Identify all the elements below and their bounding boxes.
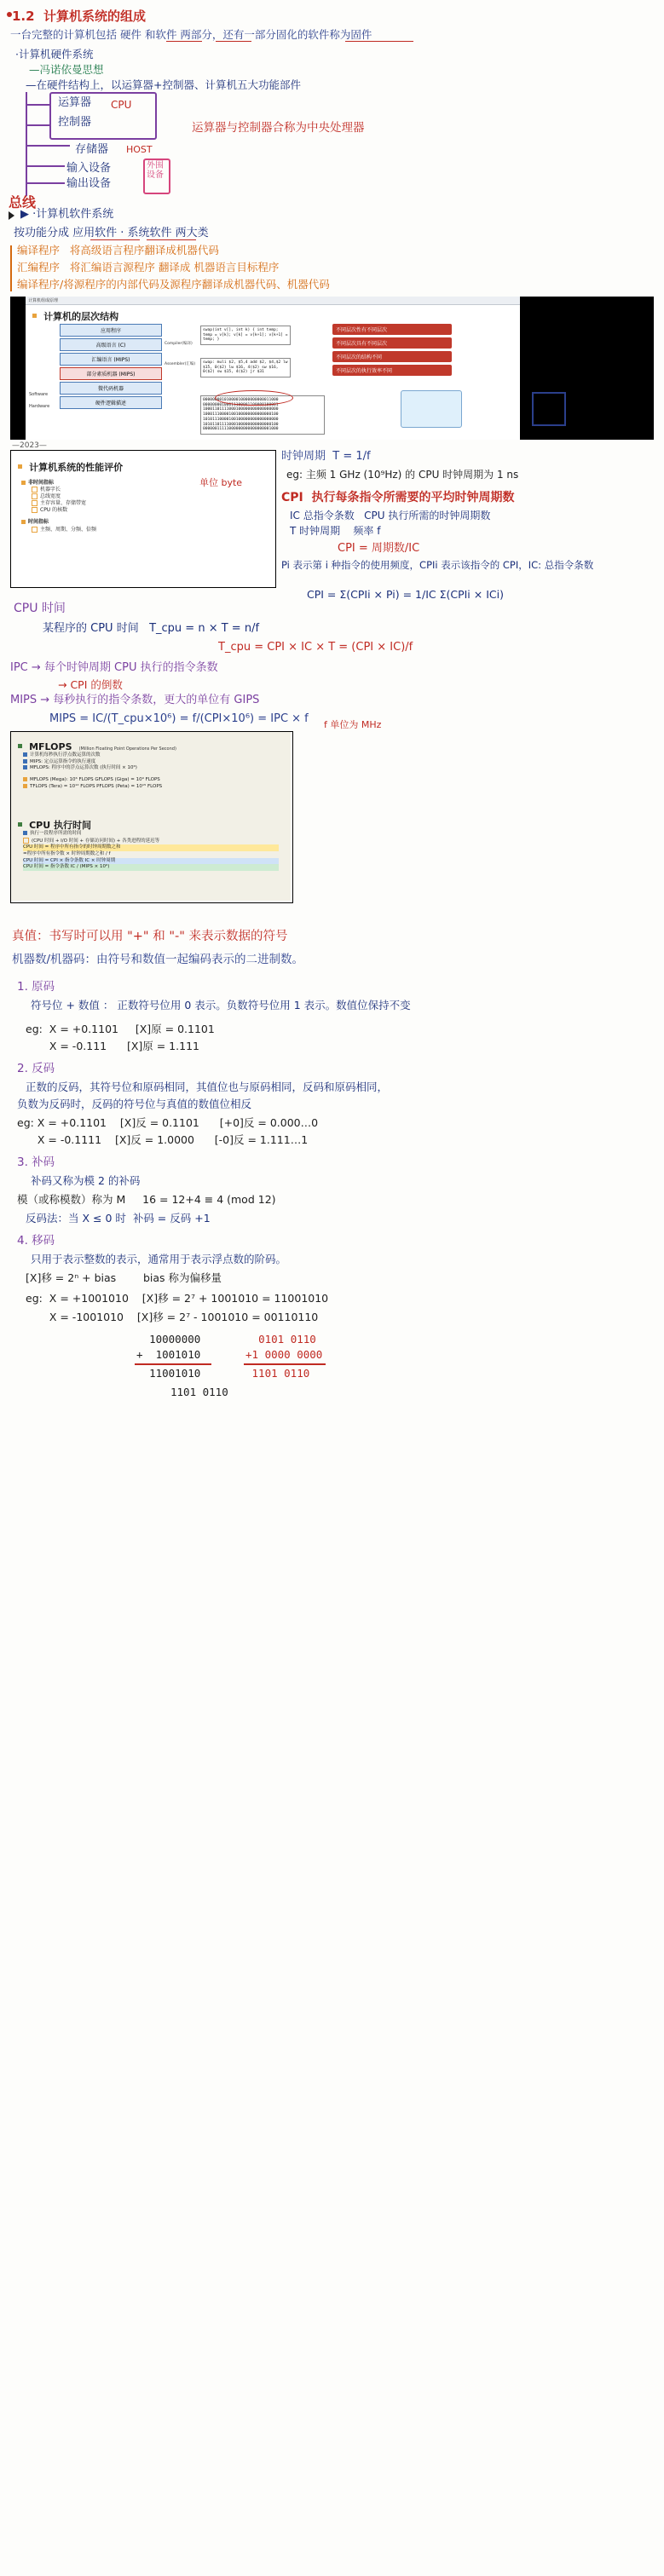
- slide2-i0-text: 机器字长: [40, 487, 61, 493]
- slide3-unit-0: [23, 777, 279, 784]
- s3-calc1-line0: 10000000: [136, 1333, 201, 1346]
- slide3-c3-text: =程序中所有指令数 × 时钟周期数之和 / f: [23, 851, 111, 857]
- section3-h2: 机器数/机器码：由符号和数值一起编码表示的二进制数。: [12, 953, 304, 966]
- s3-calc2-line2: 1101 0110: [245, 1367, 310, 1380]
- slide1-code-c: swap(int v[], int k) { int temp; temp = v[k]; v[k] = v[k+1]; v[k+1] = temp; }: [200, 326, 291, 345]
- s3-p4: X = -0.111 [X]原 = 1.111: [26, 1040, 199, 1052]
- slide3-l2-text: MFLOPS: 程序中的浮点运算次数 (执行时间 × 10⁶): [30, 765, 137, 771]
- slide3-bullet: [18, 744, 22, 748]
- slide1-title: 计算机的层次结构: [43, 311, 119, 322]
- slide2-i2-text: 主存容量、存储带宽: [40, 500, 87, 507]
- diagram-output-label: 输出设备: [66, 177, 112, 190]
- slide1-assembler-label: Assembler(汇编): [165, 362, 196, 366]
- section3-heading: 真值：书写时可以用 "+" 和 "-" 来表示数据的符号: [12, 930, 288, 943]
- slide2-item-4: [32, 527, 260, 533]
- brace-left: [10, 245, 12, 291]
- s3-p6: 正数的反码，其符号位和原码相同，其值位也与原码相同，反码和原码相同，: [26, 1081, 389, 1093]
- s3-p13: 反码法：当 X ≤ 0 时 补码 = 反码 +1: [26, 1212, 211, 1225]
- slide2-g1-text: 时间指标: [28, 519, 49, 526]
- slide3-c1-text: (CPU 时间 + I/O 时间 + 存储访问时间) + 各类进程的延迟等: [32, 838, 160, 844]
- slide1-note-3: 不同层次的执行效率不同: [332, 365, 452, 376]
- bus-spine: [26, 92, 27, 196]
- section1-line4: —在硬件结构上，以运算器+控制器、计算机五大功能部件: [26, 78, 301, 91]
- s2-a2: eg: 主频 1 GHz (10⁹Hz) 的 CPU 时钟周期为 1 ns: [286, 469, 519, 481]
- slide2-title: 计算机系统的性能评价: [29, 462, 124, 473]
- slide3-l2-bullet: [23, 765, 27, 769]
- s2-a5: T 时钟周期 频率 f: [290, 525, 381, 537]
- hier-level-1: 高级语言 (C): [60, 338, 162, 351]
- s3-p16: [X]移 = 2ⁿ + bias bias 称为偏移量: [26, 1271, 222, 1284]
- underline-syssoft: [147, 239, 196, 240]
- slide3-u0-bullet: [23, 777, 27, 781]
- section1-line6: 按功能分成 应用软件 · 系统软件 两大类: [14, 227, 209, 239]
- slide1-label-hardware: Hardware: [29, 404, 50, 409]
- page-scrap-text: —2023—: [12, 441, 47, 450]
- slide2-item-3: [32, 507, 260, 514]
- section1-line2: ·计算机硬件系统: [15, 48, 94, 61]
- slide1-note-1: 不同层次具有不同层次: [332, 337, 452, 349]
- slide2-i1-text: 总线宽度: [40, 493, 61, 500]
- slide2-g1-bullet: [21, 520, 26, 524]
- diagram-memory-label: 存储器: [75, 143, 109, 156]
- slide2-group-1-label: [21, 519, 260, 526]
- slide2-i4-text: 主频、周期、分频、倍频: [40, 526, 97, 533]
- slide1-window-tab: 计算机组成原理: [26, 297, 520, 305]
- slide3-unit-1: [23, 784, 279, 791]
- slide1-diagram-chip: [401, 390, 462, 428]
- diagram-alu-label: 运算器: [58, 96, 92, 109]
- bullet-dot: [7, 12, 12, 17]
- section1-line7: 编译程序 将高级语言程序翻译成机器代码: [17, 244, 219, 256]
- slide3-title: MFLOPS: [29, 741, 72, 752]
- slide2-i0-bullet: [32, 487, 38, 493]
- slide3-u0-text: MFLOPS (Mega): 10⁶ FLOPS GFLOPS (Giga) = 10⁹ FLOPS: [30, 777, 160, 783]
- slide3-l0-bullet: [23, 752, 27, 757]
- margin-sketch: [532, 392, 566, 426]
- underline-firmware: [345, 41, 413, 42]
- slide3-c4-text: CPU 时间 = CPI × 指令条数 IC × 时钟周期: [23, 857, 116, 863]
- s2-a10: 某程序的 CPU 时间 T_cpu = n × T = n/f: [43, 622, 260, 635]
- diagram-host-label: HOST: [126, 144, 153, 155]
- cpu-note: 运算器与控制器合称为中央处理器: [192, 121, 365, 135]
- slide3-cpu-title: CPU 执行时间: [29, 820, 91, 831]
- s3-calc2-line0: 0101 0110: [245, 1333, 316, 1346]
- slide2-screenshot: [10, 450, 276, 588]
- s3-calc1-line1: + 1001010: [136, 1348, 201, 1361]
- slide3-cpu-line-0: [23, 831, 279, 838]
- hier-level-0: 应用程序: [60, 324, 162, 337]
- s3-p10: 3. 补码: [17, 1155, 55, 1169]
- slide3-subtitle: (Million Floating Point Operations Per Second): [78, 746, 176, 752]
- s3-calc1-line2: 11001010: [136, 1367, 201, 1380]
- slide3-c0-text: 执行一段程序所需的时间: [30, 831, 82, 836]
- mem-underline: [73, 138, 143, 140]
- s3-p8: eg: X = +0.1101 [X]反 = 0.1101 [+0]反 = 0.000…0: [17, 1116, 319, 1129]
- slide1-code-asm: swap: muli $2, $5,4 add $2, $4,$2 lw $15, 0($2) lw $16, 4($2) sw $16, 0($2) sw $15, 4($2) jr $31: [200, 358, 291, 377]
- bus-arm-3: [26, 145, 70, 147]
- bus-arm-5: [26, 182, 65, 184]
- section1-line8: 汇编程序 将汇编语言源程序 翻译成 机器语言目标程序: [17, 261, 280, 274]
- s3-p18: X = -1001010 [X]移 = 2⁷ - 1001010 = 00110110: [26, 1311, 319, 1323]
- slide1-note-2: 不同层次的结构不同: [332, 351, 452, 362]
- slide1-red-annotation-ring: [215, 390, 293, 406]
- slide2-i1-bullet: [32, 493, 38, 499]
- slide3-c1-bullet: [23, 838, 29, 844]
- s3-p14: 4. 移码: [17, 1234, 55, 1248]
- s2-a6: CPI = 周期数/IC: [338, 542, 420, 555]
- s2-a4: IC 总指令条数 CPU 执行所需的时钟周期数: [290, 510, 491, 522]
- bus-arm-2: [26, 124, 49, 126]
- diagram-cpu-label: CPU: [111, 99, 132, 111]
- slide3-u1-text: TFLOPS (Tera) = 10¹² FLOPS PFLOPS (Peta) = 10¹⁵ FLOPS: [30, 783, 163, 789]
- s2-a8: CPI = Σ(CPIi × Pi) = 1/IC Σ(CPIi × ICi): [307, 588, 504, 601]
- s2-a9: CPU 时间: [14, 602, 66, 615]
- slide3-u1-bullet: [23, 784, 27, 788]
- hier-level-2: 汇编语言 (MIPS): [60, 353, 162, 366]
- section1-line5: ▶ ·计算机软件系统: [20, 208, 114, 221]
- bus-heading: 总线: [9, 194, 37, 210]
- s3-p9: X = -0.1111 [X]反 = 1.0000 [-0]反 = 1.111…1: [17, 1133, 309, 1146]
- slide3-l1-text: MIPS: 定点运算指令的执行速度: [30, 758, 96, 764]
- slide3-c5-text: CPU 时间 = 指令条数 IC / (MIPS × 10⁶): [23, 864, 110, 870]
- slide3-cpu-line-5: [23, 864, 279, 871]
- s3-p1: 1. 原码: [17, 980, 55, 994]
- slide1-code-bin: 00000000101000010000000000011000 00000000100011100001100000100001 10001101111000100000000000000000 10001110000100100000000000000100 10101110000100100000000000000000 10101101111000100000000000000100 00000011111000000000000000001000: [200, 395, 325, 435]
- bus-arm-4: [26, 165, 65, 167]
- underline-software: [216, 41, 251, 42]
- slide3-screenshot: [10, 731, 293, 903]
- s2-a11: T_cpu = CPI × IC × T = (CPI × IC)/f: [218, 641, 413, 654]
- slide1-note-0: 不同层次性有不同层次: [332, 324, 452, 335]
- s3-p15: 只用于表示整数的表示，通常用于表示浮点数的阶码。: [31, 1253, 287, 1265]
- slide3-line-0: [23, 752, 279, 759]
- s3-p2: 符号位 + 数值 ： 正数符号位用 0 表示。负数符号位用 1 表示。数值位保持不变: [31, 999, 411, 1011]
- s3-p12: 模（或称模数）称为 M 16 = 12+4 ≡ 4 (mod 12): [17, 1193, 276, 1206]
- calc2-rule: [244, 1363, 326, 1365]
- s2-a14: MIPS → 每秒执行的指令条数，更大的单位有 GIPS: [10, 694, 260, 706]
- s2-a12: IPC → 每个时钟周期 CPU 执行的指令条数: [10, 661, 218, 674]
- s2-a16: f 单位为 MHz: [324, 719, 382, 730]
- s2-cpi-label: CPI 执行每条指令所需要的平均时钟周期数: [281, 491, 515, 504]
- s2-a15: MIPS = IC/(T_cpu×10⁶) = f/(CPI×10⁶) = IPC × f: [49, 712, 309, 725]
- slide3-c0-bullet: [23, 831, 27, 835]
- section1-heading: 1.2 计算机系统的组成: [12, 9, 147, 24]
- slide2-i4-bullet: [32, 527, 38, 533]
- slide1-screenshot: [10, 297, 654, 440]
- underline-appsoft: [90, 239, 140, 240]
- s3-p7: 负数为反码时，反码的符号位与真值的数值位相反: [17, 1098, 252, 1110]
- calc1-rule: [135, 1363, 211, 1365]
- slide1-bullet: [32, 314, 37, 318]
- slide1-compiler-label: Compiler(编译): [165, 342, 193, 346]
- slide2-g0-bullet: [21, 481, 26, 485]
- hier-level-5: 硬件逻辑描述: [60, 396, 162, 409]
- slide3-cpu-bullet: [18, 822, 22, 827]
- s2-byte-annot: 单位 byte: [199, 477, 243, 488]
- s3-calc-final: 1101 0110: [170, 1386, 228, 1398]
- peripheral-label: 外围设备: [147, 161, 164, 180]
- s3-p11: 补码又称为模 2 的补码: [31, 1174, 141, 1187]
- s2-a13: → CPI 的倒数: [58, 678, 123, 691]
- s3-calc2-line1: +1 0000 0000: [245, 1348, 323, 1361]
- slide3-l1-bullet: [23, 759, 27, 764]
- section1-line3: —冯诺依曼思想: [29, 63, 104, 76]
- bus-arm-1: [26, 104, 49, 106]
- s3-p5: 2. 反码: [17, 1062, 55, 1075]
- s2-a7: Pi 表示第 i 种指令的使用频度，CPIi 表示该指令的 CPI，IC: 总指令条数: [281, 559, 594, 571]
- slide1-label-software: Software: [29, 392, 49, 397]
- section1-line9: 编译程序/将源程序的内部代码及源程序翻译成机器代码、机器代码: [17, 278, 330, 291]
- slide3-c2-text: CPU 时间 = 程序中所有指令的时钟周期数之和: [23, 844, 121, 850]
- slide3-line-2: [23, 765, 279, 772]
- slide2-g0-text: 非时间指标: [28, 480, 55, 486]
- hier-level-4: 微代码机器: [60, 382, 162, 395]
- section1-line1: 一台完整的计算机包括 硬件 和软件 两部分，还有一部分固化的软件称为固件: [10, 28, 372, 41]
- slide3-l0-text: 计算机每秒执行浮点数运算的次数: [30, 752, 101, 758]
- slide3-cpu-line-2: [23, 844, 279, 851]
- slide2-i2-bullet: [32, 500, 38, 506]
- diagram-control-label: 控制器: [58, 116, 92, 129]
- hier-level-3: 部分素质机器 (MIPS): [60, 367, 162, 380]
- s3-p3: eg: X = +0.1101 [X]原 = 0.1101: [26, 1023, 215, 1035]
- slide2-i3-text: CPU 的核数: [40, 507, 68, 514]
- slide2-bullet: [18, 464, 22, 469]
- triangle-marker: [9, 211, 14, 220]
- slide3-cpu-line-3: [23, 851, 279, 858]
- underline-hardware: [166, 41, 202, 42]
- s2-a1: 时钟周期 T = 1/f: [281, 450, 371, 463]
- diagram-input-label: 输入设备: [66, 162, 112, 175]
- s3-p17: eg: X = +1001010 [X]移 = 2⁷ + 1001010 = 11001010: [26, 1292, 329, 1305]
- slide2-i3-bullet: [32, 507, 38, 513]
